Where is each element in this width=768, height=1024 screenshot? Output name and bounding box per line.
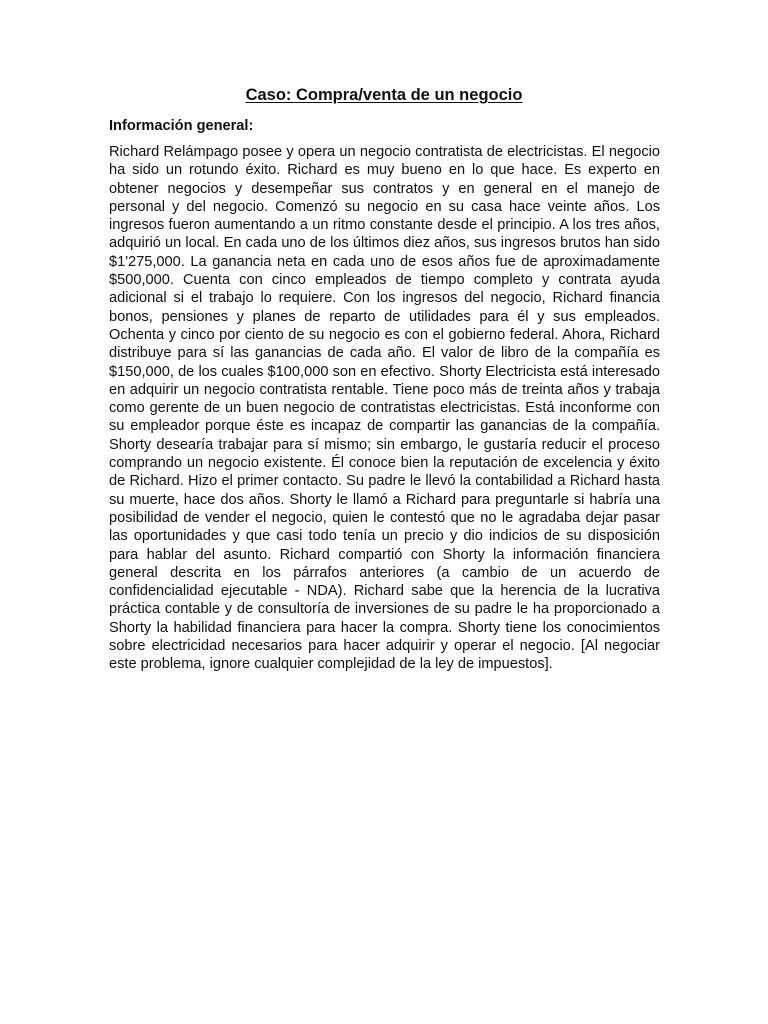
section-heading: Información general: bbox=[109, 118, 254, 134]
body-paragraph: Richard Relámpago posee y opera un negocio contratista de electricistas. El negocio ha sido un rotundo éxito. Richard es muy bueno en lo que hace. Es experto en obtener negocios y desempeñar sus contratos y en general en el manejo de personal y del negocio. Comenzó su negocio en su casa hace veinte años. Los ingresos fueron aumentando a un ritmo constante desde el principio. A los tres años, adquirió un local. En cada uno de los últimos diez años, sus ingresos brutos han sido $1'275,000. La ganancia neta en cada uno de esos años fue de aproximadamente $500,000. Cuenta con cinco empleados de tiempo completo y contrata ayuda adicional si el trabajo lo requiere. Con los ingresos del negocio, Richard financia bonos, pensiones y planes de reparto de utilidades para él y sus empleados. Ochenta y cinco por ciento de su negocio es con el gobierno federal. Ahora, Richard distribuye para sí las ganancias de cada año. El valor de libro de la compañía es $150,000, de los cuales $100,000 son en efectivo. Shorty Electricista está interesado en adquirir un negocio contratista rentable. Tiene poco más de treinta años y trabaja como gerente de un buen negocio de contratistas electricistas. Está inconforme con su empleador porque éste es incapaz de compartir las ganancias de la compañía. Shorty desearía trabajar para sí mismo; sin embargo, le gustaría reducir el proceso comprando un negocio existente. Él conoce bien la reputación de excelencia y éxito de Richard. Hizo el primer contacto. Su padre le llevó la contabilidad a Richard hasta su muerte, hace dos años. Shorty le llamó a Richard para preguntarle si habría una posibilidad de vender el negocio, quien le contestó que no le agradaba dejar pasar las oportunidades y que casi todo tenía un precio y dio indicios de su disposición para hablar del asunto. Richard compartió con Shorty la información financiera general descrita en los párrafos anteriores (a cambio de un acuerdo de confidencialidad ejecutable - NDA). Richard sabe que la herencia de la lucrativa práctica contable y de consultoría de inversiones de su padre le ha proporcionado a Shorty la habilidad financiera para hacer la compra. Shorty tiene los conocimientos sobre electricidad necesarios para hacer adquirir y operar el negocio. [Al negociar este problema, ignore cualquier complejidad de la ley de impuestos]. bbox=[109, 144, 660, 673]
document-title: Caso: Compra/venta de un negocio bbox=[245, 86, 523, 104]
